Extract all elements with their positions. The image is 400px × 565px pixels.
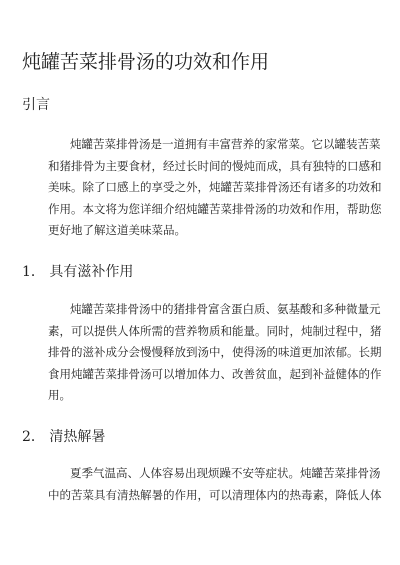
paragraph-line: 中的苦菜具有清热解暑的作用，可以清理体内的热毒素，降低人体 — [48, 487, 382, 502]
paragraph-line: 夏季气温高、人体容易出现烦躁不安等症状。炖罐苦菜排骨汤 — [70, 466, 381, 480]
paragraph-line: 素，可以提供人体所需的营养物质和能量。同时，炖制过程中，猪 — [48, 323, 382, 338]
paragraph-line: 炖罐苦菜排骨汤是一道拥有丰富营养的家常菜。它以罐装苦菜 — [70, 137, 381, 151]
paragraph-line: 作用。本文将为您详细介绍炖罐苦菜排骨汤的功效和作用，帮助您 — [48, 201, 382, 216]
section-heading-intro: 引言 — [22, 97, 50, 113]
paragraph-nourishing — [48, 299, 382, 407]
page-title: 炖罐苦菜排骨汤的功效和作用 — [22, 51, 270, 73]
paragraph-line: 和猪排骨为主要食材，经过长时间的慢炖而成，具有独特的口感和 — [48, 158, 382, 173]
section-heading-nourishing: 1． 具有滋补作用 — [22, 264, 134, 280]
paragraph-intro — [48, 134, 382, 242]
paragraph-line: 炖罐苦菜排骨汤中的猪排骨富含蛋白质、氨基酸和多种微量元 — [70, 302, 381, 316]
paragraph-line: 排骨的滋补成分会慢慢释放到汤中，使得汤的味道更加浓郁。长期 — [48, 345, 382, 359]
paragraph-line: 美味。除了口感上的享受之外，炖罐苦菜排骨汤还有诸多的功效和 — [48, 180, 382, 194]
paragraph-cooling — [48, 463, 382, 506]
paragraph-line: 用。 — [48, 388, 71, 402]
paragraph-line: 食用炖罐苦菜排骨汤可以增加体力、改善贫血，起到补益健体的作 — [48, 366, 382, 381]
paragraph-line: 更好地了解这道美味菜品。 — [48, 223, 186, 237]
section-heading-cooling: 2． 清热解暑 — [22, 429, 106, 445]
